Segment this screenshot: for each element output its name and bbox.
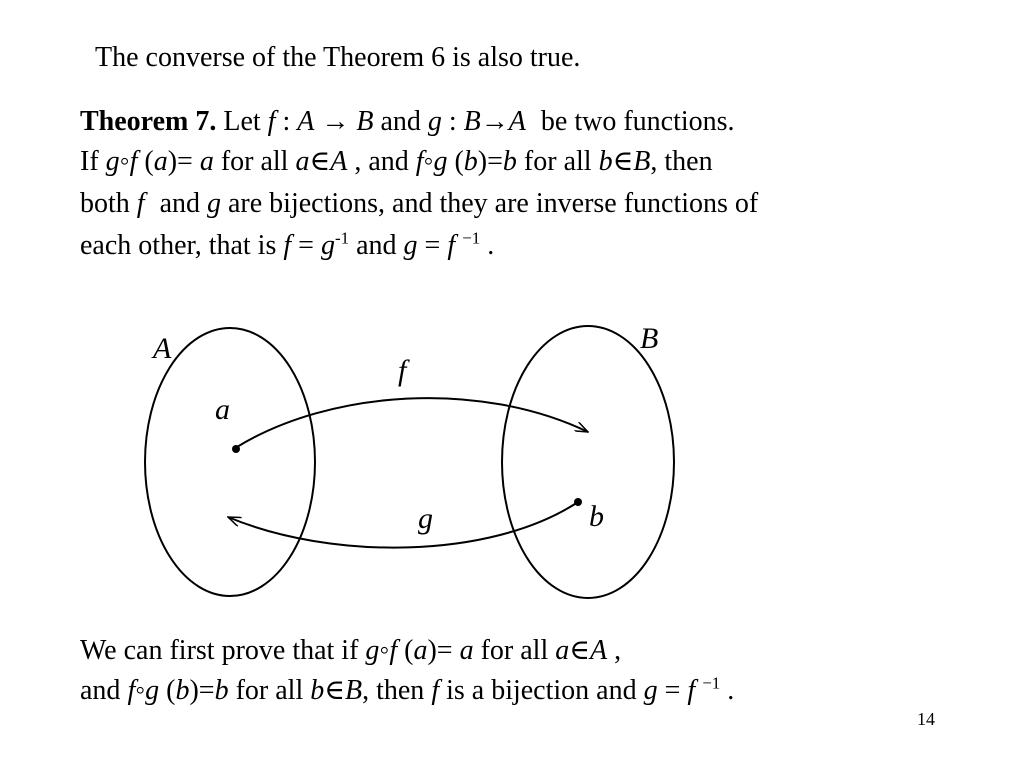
var-f: f [267,106,276,137]
paren-equals: )= [477,146,503,177]
period: . [727,675,735,706]
var-f: f [447,230,456,261]
text-rest: be two functions. [540,106,735,137]
text-for-all: for all [235,675,304,706]
var-b: b [214,675,229,706]
equals-symbol: = [424,230,441,261]
theorem-title: Theorem 7. [80,106,217,137]
var-g: g [320,230,335,261]
var-A: A [330,146,348,177]
text-we-can-prove: We can first prove that if [80,635,359,666]
map-g-arrow [228,502,578,548]
text-if: If [80,146,99,177]
expr-g-compose-f: g◦f [365,635,398,666]
expr-f-compose-g: f◦g [127,675,160,706]
expr-g-compose-f: g◦f [105,146,138,177]
text-for-all: for all [220,146,289,177]
arrow-symbol: → [321,106,350,137]
text-both: both [80,188,130,219]
paren: ( [404,635,414,666]
var-b: b [310,675,325,706]
paren: ( [144,146,154,177]
map-g-label: g [418,502,433,535]
superscript-inverse: −1 [702,673,721,693]
var-b: b [598,146,613,177]
paren: ( [166,675,176,706]
var-f: f [283,230,292,261]
var-a: a [555,635,570,666]
var-A: A [589,635,608,666]
text-and: and [356,230,397,261]
bottom-line-1 [80,637,621,665]
var-B: B [633,146,651,177]
var-a: a [413,635,428,666]
map-f-label: f [398,354,407,387]
var-f: f [136,188,145,219]
var-a: a [199,146,214,177]
set-B-label: B [640,322,659,355]
var-a: a [153,146,168,177]
var-g: g [427,106,442,137]
text-let: Let [223,106,261,137]
text-rest: are bijections, and they are inverse functions of [228,188,759,219]
text-and: and [159,188,200,219]
var-b: b [502,146,517,177]
element-of-symbol: ∈ [324,675,345,706]
paren-equals: )= [167,146,193,177]
bottom-line-2 [80,673,735,706]
var-a: a [295,146,310,177]
element-of-symbol: ∈ [612,146,634,177]
superscript-inverse: -1 [334,228,350,248]
var-b: b [175,675,190,706]
text-and: and [80,675,121,706]
text-for-all: for all [480,635,549,666]
text-then: , then [650,146,713,177]
superscript-inverse: −1 [462,228,481,248]
var-f: f [687,675,696,706]
text-and: , and [354,146,409,177]
element-a-label: a [215,393,230,426]
equals-symbol: = [664,675,681,706]
var-B: B [356,106,374,137]
var-b: b [463,146,478,177]
element-of-symbol: ∈ [569,635,590,666]
var-B: B [344,675,363,706]
text-each-other: each other, that is [80,230,277,261]
text-for-all: for all [523,146,592,177]
var-A: A [508,106,526,137]
text-then: , then [362,675,425,706]
var-f: f [431,675,440,706]
text-colon: : [448,106,457,137]
comma: , [614,635,622,666]
var-g: g [643,675,658,706]
var-A: A [297,106,315,137]
element-b-dot [574,498,582,506]
text-is-bijection: is a bijection and [446,675,637,706]
paren: ( [454,146,464,177]
equals-symbol: = [298,230,314,261]
set-B-ellipse [502,326,674,598]
element-a-dot [232,445,240,453]
set-A-label: A [153,332,172,365]
text-colon: : [282,106,291,137]
element-of-symbol: ∈ [309,146,331,177]
paren-equals: )= [427,635,453,666]
map-f-arrow [237,398,588,447]
var-B: B [463,106,481,137]
intro-text: The converse of the Theorem 6 is also true. [95,42,581,73]
period: . [487,230,495,261]
var-g: g [207,188,221,219]
element-b-label: b [589,500,604,533]
text-and: and [380,106,421,137]
page-number: 14 [917,709,935,729]
paren-equals: )= [189,675,215,706]
arrow-symbol: → [480,106,509,137]
expr-f-compose-g: f◦g [415,146,448,177]
var-g: g [403,230,418,261]
var-a: a [459,635,474,666]
set-A-ellipse [145,328,315,596]
